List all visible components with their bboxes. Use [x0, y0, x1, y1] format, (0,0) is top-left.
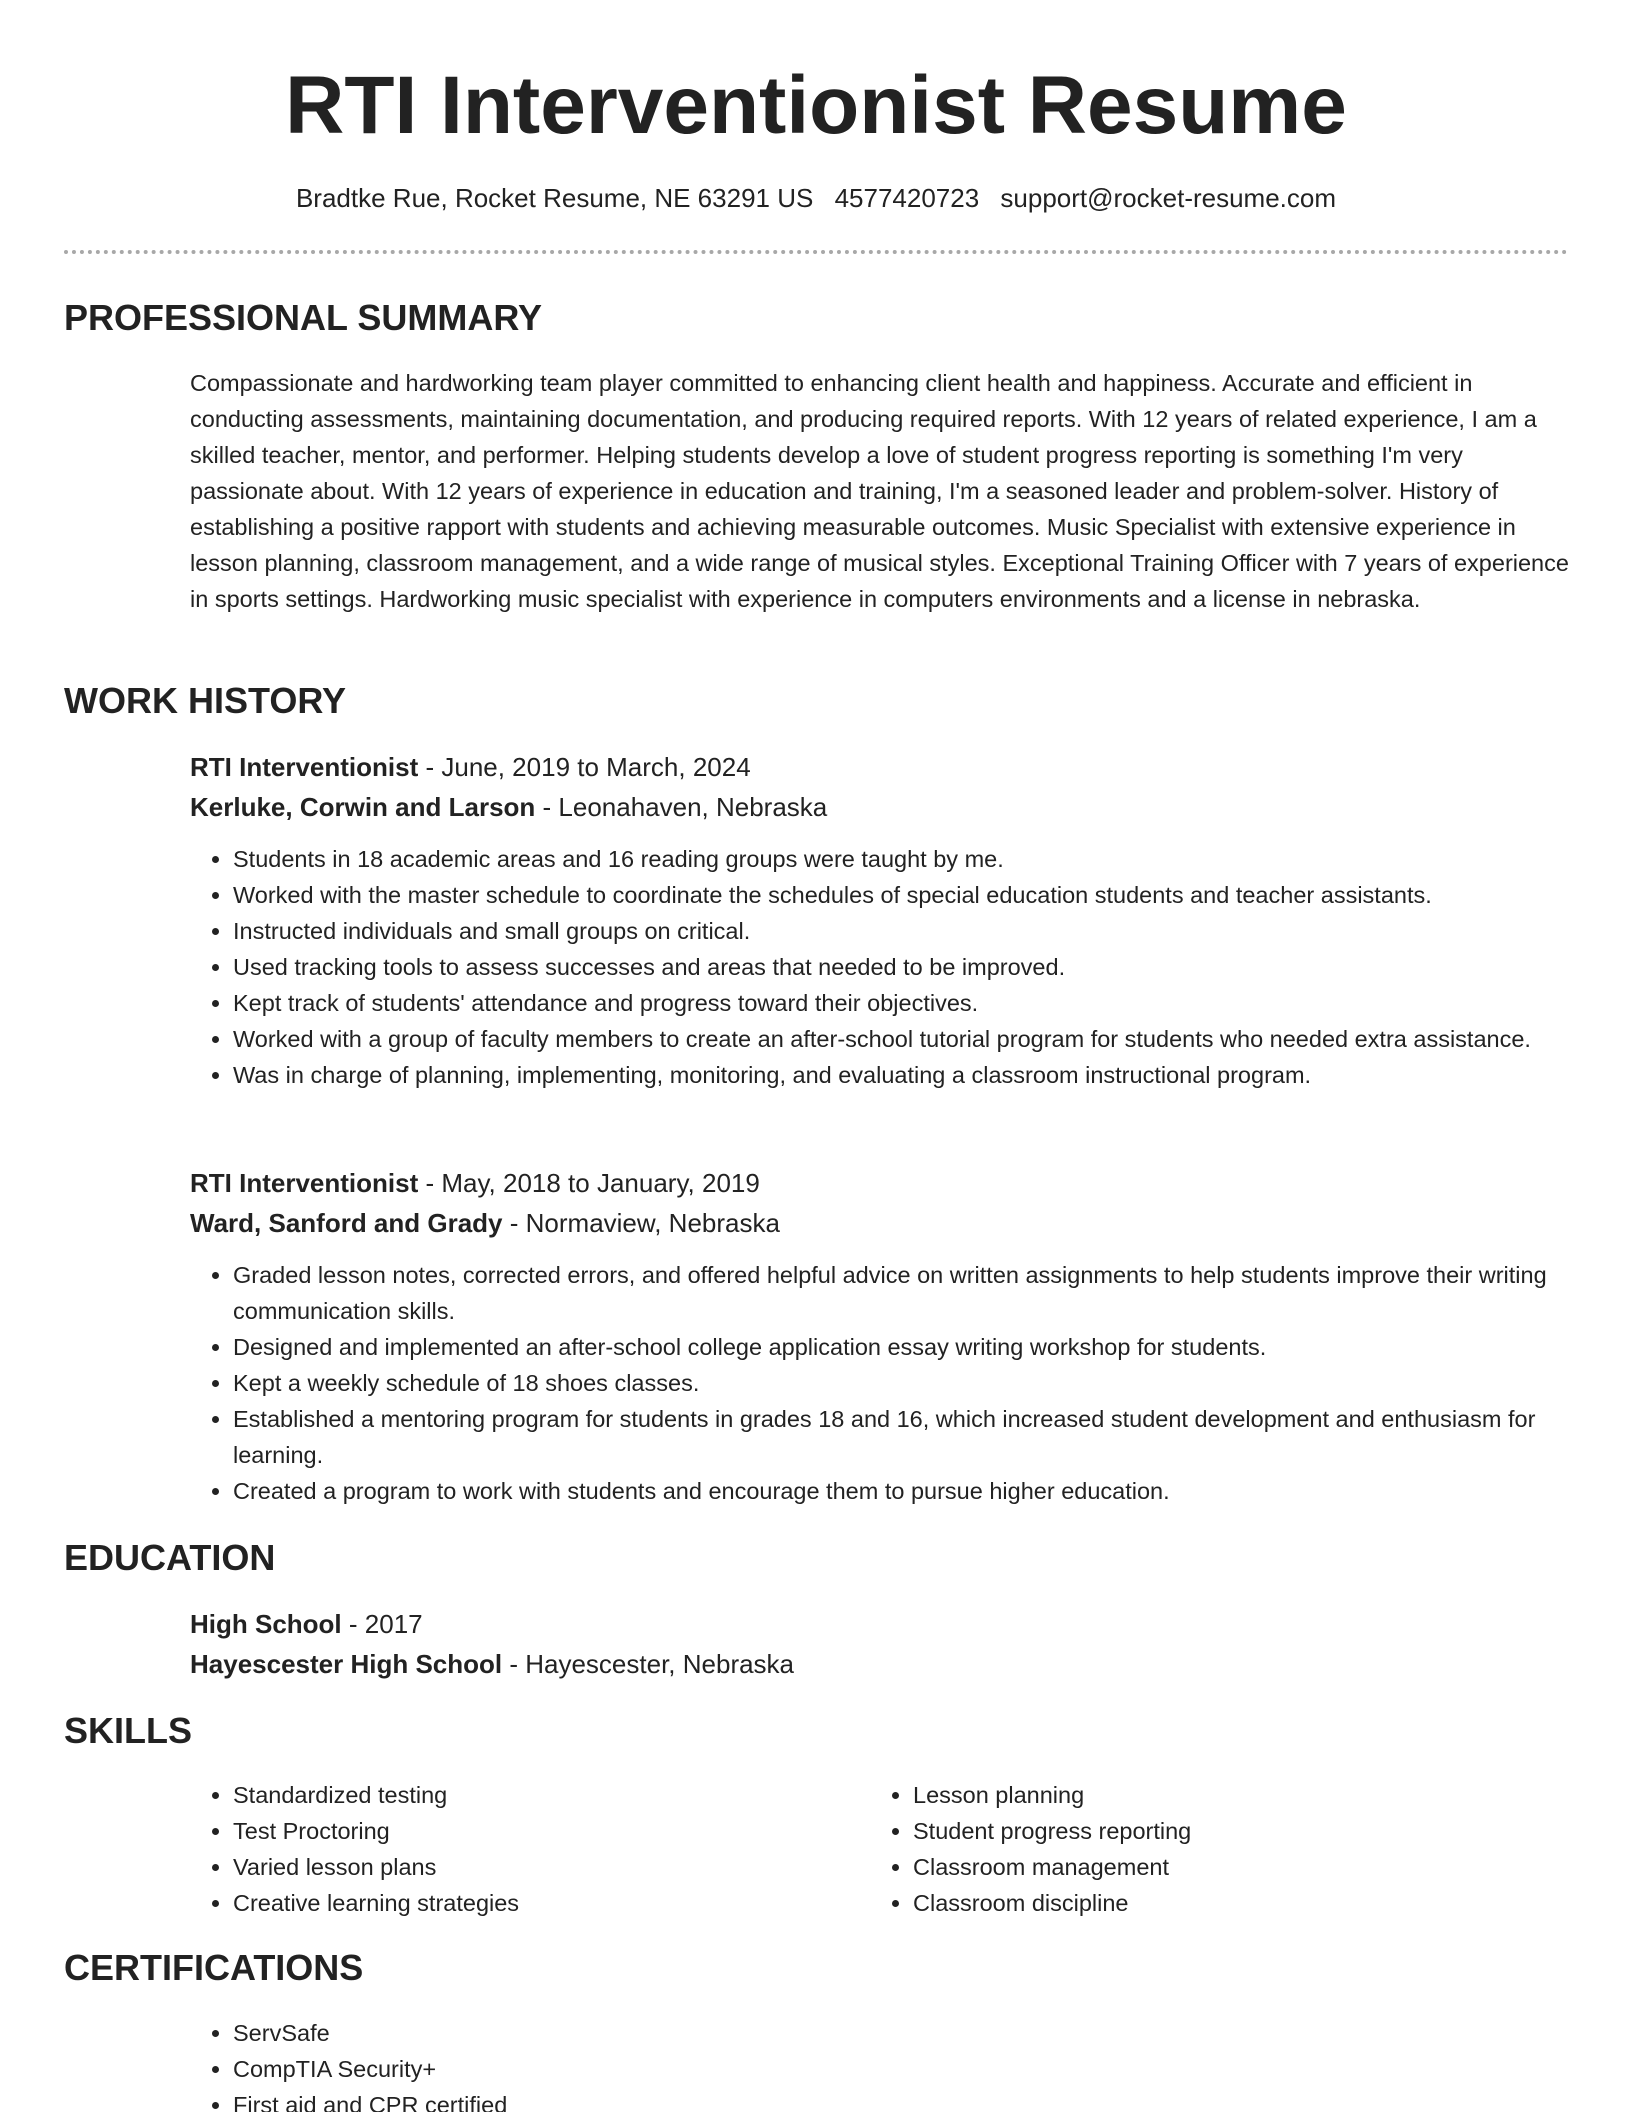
job-2-dates: - May, 2018 to January, 2019	[418, 1168, 760, 1198]
job-2-role: RTI Interventionist	[190, 1168, 419, 1198]
list-item: • First aid and CPR certified	[233, 2087, 1613, 2112]
contact-line	[0, 181, 1632, 215]
contact-phone: 4577420723	[834, 183, 980, 213]
job-2-company: Ward, Sanford and Grady	[190, 1208, 503, 1238]
list-item: • Established a mentoring program for students in grades 18 and 16, which increased student development and enthusiasm for learning.	[233, 1401, 1613, 1473]
section-title-certifications: CERTIFICATIONS	[64, 1947, 364, 1988]
job-1-company: Kerluke, Corwin and Larson	[190, 792, 536, 822]
list-item: • Standardized testing	[233, 1777, 873, 1813]
education-year: - 2017	[341, 1609, 423, 1639]
job-1-bullets	[190, 841, 1613, 1093]
list-item: • Graded lesson notes, corrected errors, and offered helpful advice on written assignments to help students improve their writing communication skills.	[233, 1257, 1613, 1329]
job-1-title-line	[190, 749, 1570, 785]
education-degree-line	[190, 1606, 1570, 1642]
list-item: • Kept track of students' attendance and progress toward their objectives.	[233, 985, 1613, 1021]
education-location: - Hayescester, Nebraska	[502, 1649, 795, 1679]
list-item: • Kept a weekly schedule of 18 shoes classes.	[233, 1365, 1613, 1401]
job-1-company-line	[190, 789, 1570, 825]
section-title-summary: PROFESSIONAL SUMMARY	[64, 297, 543, 338]
list-item: • Varied lesson plans	[233, 1849, 873, 1885]
list-item: • Students in 18 academic areas and 16 reading groups were taught by me.	[233, 841, 1613, 877]
list-item: • Used tracking tools to assess successes and areas that needed to be improved.	[233, 949, 1613, 985]
contact-email: support@rocket-resume.com	[1000, 183, 1337, 213]
education-school-line	[190, 1646, 1570, 1682]
contact-address: Bradtke Rue, Rocket Resume, NE 63291 US	[295, 183, 814, 213]
skills-list-right	[870, 1777, 1553, 1921]
list-item: • Student progress reporting	[913, 1813, 1553, 1849]
summary-text: Compassionate and hardworking team player committed to enhancing client health and happiness. Accurate and efficient in conducting assessments, maintaining documentation, and producing required reports. With 12 years of related experience, I am a skilled teacher, mentor, and performer. Helping students develop a love of student progress reporting is something I'm very passionate about. With 12 years of experience in education and training, I'm a seasoned leader and problem-solver. History of establishing a positive rapport with students and achieving measurable outcomes. Music Specialist with extensive experience in lesson planning, classroom management, and a wide range of musical styles. Exceptional Training Officer with 7 years of experience in sports settings. Hardworking music specialist with experience in computers environments and a license in nebraska.	[190, 370, 1569, 612]
list-item: • Lesson planning	[913, 1777, 1553, 1813]
job-2-location: - Normaview, Nebraska	[502, 1208, 780, 1238]
job-1-role: RTI Interventionist	[190, 752, 419, 782]
list-item: • Created a program to work with students and encourage them to pursue higher education.	[233, 1473, 1613, 1509]
job-2-company-line	[190, 1205, 1570, 1241]
list-item: • Designed and implemented an after-school college application essay writing workshop for students.	[233, 1329, 1613, 1365]
skills-list-left	[190, 1777, 873, 1921]
job-2-bullets	[190, 1257, 1613, 1509]
section-title-work: WORK HISTORY	[64, 680, 347, 721]
resume-title: RTI Interventionist Resume	[285, 60, 1347, 151]
list-item: • ServSafe	[233, 2015, 1613, 2051]
list-item: • Classroom management	[913, 1849, 1553, 1885]
list-item: • Worked with the master schedule to coordinate the schedules of special education students and teacher assistants.	[233, 877, 1613, 913]
certifications-list	[190, 2015, 1613, 2112]
education-degree: High School	[190, 1609, 342, 1639]
section-title-skills: SKILLS	[64, 1710, 193, 1751]
list-item: • Instructed individuals and small groups on critical.	[233, 913, 1613, 949]
header-divider	[64, 250, 1568, 254]
list-item: • Was in charge of planning, implementing, monitoring, and evaluating a classroom instructional program.	[233, 1057, 1613, 1093]
list-item: • Classroom discipline	[913, 1885, 1553, 1921]
list-item: • Test Proctoring	[233, 1813, 873, 1849]
job-1-location: - Leonahaven, Nebraska	[535, 792, 828, 822]
job-2-title-line	[190, 1165, 1570, 1201]
list-item: • Worked with a group of faculty members to create an after-school tutorial program for students who needed extra assistance.	[233, 1021, 1613, 1057]
section-title-education: EDUCATION	[64, 1537, 276, 1578]
list-item: • Creative learning strategies	[233, 1885, 873, 1921]
list-item: • CompTIA Security+	[233, 2051, 1613, 2087]
job-1-dates: - June, 2019 to March, 2024	[418, 752, 751, 782]
education-school: Hayescester High School	[190, 1649, 503, 1679]
